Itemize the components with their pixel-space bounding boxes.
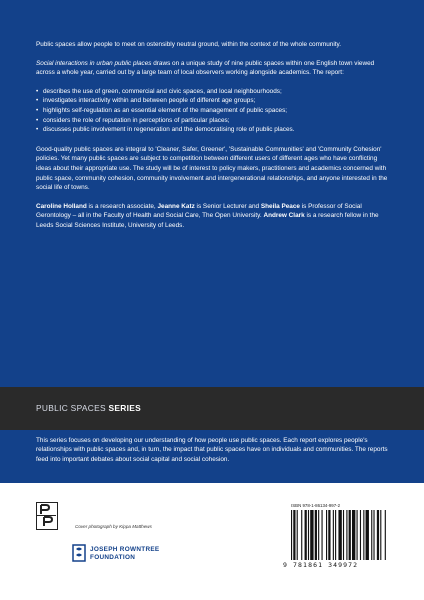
- barcode-bar: [346, 510, 347, 560]
- publisher-name: JOSEPH ROWNTREE: [90, 546, 160, 553]
- barcode-bar: [380, 510, 381, 560]
- author-name: Andrew Clark: [263, 212, 305, 220]
- barcode-bar: [291, 510, 292, 560]
- barcode-bar: [371, 510, 372, 560]
- barcode-bar: [301, 510, 302, 560]
- author-text: is Professor of Social Gerontology – all in the Faculty of Health and Social Care, The Open University.: [36, 202, 362, 220]
- barcode-bar: [360, 510, 361, 560]
- pp-logo-icon: [37, 503, 56, 528]
- barcode-bar: [333, 510, 334, 560]
- series-title-band: [0, 387, 424, 430]
- barcode-bar: [377, 510, 379, 560]
- barcode-bar: [308, 510, 309, 560]
- barcode-bar: [373, 510, 374, 560]
- barcode-bar: [352, 510, 355, 560]
- series-description-band: [0, 430, 424, 483]
- series-description: This series focuses on developing our understanding of how people use public spaces. Each report explores people's relationships with public spaces and, in turn, the impact that public spaces have on individuals and communities. The reports feed into important debates about social capital and social cohesion.: [36, 437, 388, 463]
- barcode-bar: [326, 510, 327, 560]
- barcode-bar: [315, 510, 317, 560]
- bullet-item: • describes the use of green, commercial and civic spaces, and local neighbourhoods;: [36, 87, 392, 97]
- barcode-digits: 9 781861 349972: [283, 561, 359, 569]
- series-title-suffix: SERIES: [108, 403, 141, 413]
- barcode-bar: [366, 510, 369, 560]
- barcode-bar: [310, 510, 313, 560]
- barcode-bar: [338, 510, 341, 560]
- jrf-mark-icon: [72, 543, 86, 563]
- publisher-name-line2: FOUNDATION: [90, 554, 136, 561]
- author-text: is a research associate,: [86, 202, 158, 210]
- summary-text: draws on a unique study of nine public spaces within one English town viewed across a whole year, carried out by a large team of local observers working alongside academics. The report:: [36, 59, 375, 77]
- barcode-bar: [305, 510, 307, 560]
- series-title-main: PUBLIC SPACES: [36, 403, 109, 413]
- cover-photo-credit: Cover photograph by Kippa Matthews: [75, 524, 152, 529]
- barcode-bar: [363, 510, 364, 560]
- barcode-bar: [297, 510, 298, 560]
- author-name: Sheila Peace: [260, 202, 300, 210]
- barcode-bar: [385, 510, 386, 560]
- blurb-content: [36, 40, 392, 240]
- barcode-icon: [291, 510, 387, 560]
- bullet-item: • considers the role of reputation in perceptions of particular places;: [36, 116, 392, 126]
- barcode-bar: [318, 510, 319, 560]
- intro-paragraph: Public spaces allow people to meet on ostensibly neutral ground, within the context of the whole community.: [36, 41, 342, 48]
- bullet-item: • highlights self-regulation as an essential element of the management of public spaces;: [36, 106, 392, 116]
- author-name: Jeanne Katz: [157, 202, 195, 210]
- bullet-item: • discusses public involvement in regeneration and the democratising role of public places.: [36, 125, 392, 135]
- barcode-bar: [328, 510, 330, 560]
- isbn-number: ISBN 978-1-86134-997-2: [291, 503, 341, 508]
- series-title: [36, 403, 141, 413]
- policy-press-logo: [36, 502, 58, 530]
- jrf-logo: [72, 539, 160, 569]
- book-title: Social interactions in urban public places: [36, 59, 152, 67]
- bullet-item: • investigates interactivity within and between people of different age groups;: [36, 96, 392, 106]
- barcode-bar: [349, 510, 351, 560]
- policy-paragraph: Good-quality public spaces are integral to 'Cleaner, Safer, Greener', 'Sustainable Communities' and 'Community Cohesion' policies. Yet many public spaces are subject to competition between different users of different ages who have conflicting ideas about their appropriate use. The study will be of interest to policy makers, practitioners and academics concerned with public space, community cohesion, community involvement and intergenerational relationships, and anyone interested in the social life of towns.: [36, 145, 388, 192]
- barcode-bar: [357, 510, 358, 560]
- authors-paragraph: [36, 202, 392, 231]
- author-text: is a research fellow in the Leeds Social Sciences Institute, University of Leeds.: [36, 212, 379, 229]
- author-text: is Senior Lecturer and: [194, 202, 261, 210]
- summary-paragraph: [36, 59, 392, 78]
- barcode-bar: [293, 510, 295, 560]
- barcode-bar: [335, 510, 336, 560]
- barcode-bar: [343, 510, 344, 560]
- barcode-bar: [321, 510, 322, 560]
- report-bullet-list: [36, 87, 392, 135]
- author-name: Caroline Holland: [36, 202, 87, 210]
